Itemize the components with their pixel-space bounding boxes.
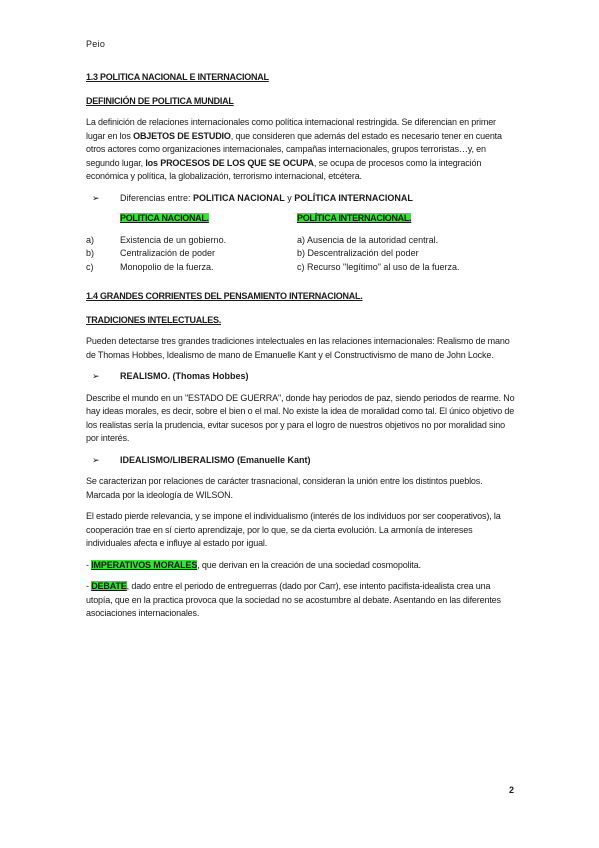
dash-text: - [86, 581, 92, 591]
column-title-internacional: POLÍTICA INTERNACIONAL. [297, 213, 412, 223]
paragraph-text: La definición de relaciones internacionales como política internacional restringida. Se diferencian en primer lugar en los [86, 117, 496, 141]
section-subtitle-definicion: DEFINICIÓN DE POLITICA MUNDIAL [86, 95, 234, 106]
idealismo-heading: IDEALISMO/LIBERALISMO (Emanuelle Kant) [120, 454, 311, 465]
bullet-idealismo [86, 454, 516, 468]
realismo-heading: REALISMO. (Thomas Hobbes) [120, 371, 249, 381]
comparison-headers [120, 212, 520, 226]
arrow-bullet-icon: ➢ [92, 371, 100, 381]
highlight-imperativos-morales: IMPERATIVOS MORALES [91, 559, 198, 570]
comparison-list [86, 234, 516, 275]
paragraph-definicion [86, 116, 516, 184]
paragraph-text: , que derivan en la creación de una sociedad cosmopolita. [197, 559, 421, 570]
paragraph-debate [86, 580, 516, 621]
row-right: c) Recurso "legítimo" al uso de la fuerza. [297, 261, 460, 272]
paragraph-text: , dado entre el periodo de entreguerras (dado por Carr), ese intento pacifista-idealista crea una utopía, que en la practica provoca que la sociedad no se acostumbre al debate. Asentando en las diferentes asociaciones internacionales. [86, 581, 501, 618]
bold-objetos-estudio: OBJETOS DE ESTUDIO [133, 130, 231, 141]
paragraph-realismo: Describe el mundo en un "ESTADO DE GUERRA", donde hay periodos de paz, siendo periodos de rearme. No hay ideas morales, es decir, sobre el bien o el mal. No existe la idea de moralidad como tal. El único objetivo de los realistas sería la prudencia, evitar sucesos por y para el logro de nuestros objetivos no por moralidad sino por interés. [86, 392, 515, 443]
paragraph-idealismo-1: Se caracterizan por relaciones de carácter trasnacional, consideran la unión entre los distintos pueblos. Marcada por la ideología de WILSON. [86, 476, 483, 500]
column-title-nacional: POLITICA NACIONAL. [120, 213, 209, 223]
bold-politica-internacional: POLÍTICA INTERNACIONAL [294, 192, 413, 203]
bullet-text: Diferencias entre: [120, 192, 194, 203]
paragraph-idealismo-2: El estado pierde relevancia, y se impone el individualismo (interés de los individuos por ser cooperativos), la cooperación trae en sí cierto aprendizaje, por lo que, se da cierta evolución. La armonía de intereses individuales afecta e influye al estado por igual. [86, 511, 501, 548]
comparison-row [86, 261, 516, 275]
bold-procesos: los PROCESOS DE LOS QUE SE OCUPA [145, 157, 314, 168]
bullet-diferencias [86, 192, 516, 206]
page-header-author: Peio [86, 39, 106, 49]
arrow-bullet-icon: ➢ [92, 454, 100, 465]
dash-text: - [86, 559, 92, 570]
row-left: Centralización de poder [120, 248, 216, 258]
row-right: b) Descentralización del poder [297, 248, 419, 258]
row-right: a) Ausencia de la autoridad central. [297, 234, 439, 245]
paragraph-text: , se ocupa de procesos como la integración económica y política, la globalización, terrorismo internacional, etcétera. [86, 157, 482, 181]
highlight-debate: DEBATE [91, 581, 127, 591]
row-marker: c) [86, 261, 94, 272]
section-subtitle-tradiciones: TRADICIONES INTELECTUALES. [86, 314, 222, 325]
section-title-corrientes: 1.4 GRANDES CORRIENTES DEL PENSAMIENTO INTERNACIONAL. [86, 291, 363, 301]
paragraph-text: , que consideren que además del estado es necesario tener en cuenta otros actores como organizaciones internacionales, campañas internacionales, grupos terroristas…y, en segundo lugar, [86, 130, 502, 168]
paragraph-intro-tradiciones: Pueden detectarse tres grandes tradiciones intelectuales en las relaciones internacionales: Realismo de mano de Thomas Hobbes, Idealismo de mano de Emanuelle Kant y el Constructivismo de mano de John Locke. [86, 336, 510, 360]
row-left: Monopolio de la fuerza. [120, 261, 214, 272]
arrow-bullet-icon: ➢ [92, 192, 100, 203]
row-left: Existencia de un gobierno. [120, 234, 227, 245]
bold-politica-nacional: POLITICA NACIONAL [193, 192, 285, 203]
bullet-text: y [284, 192, 295, 203]
section-title-politica: 1.3 POLITICA NACIONAL E INTERNACIONAL [86, 72, 269, 82]
page-content [86, 71, 516, 629]
row-marker: a) [86, 234, 95, 245]
paragraph-imperativos [86, 559, 516, 573]
comparison-row [86, 234, 516, 248]
comparison-row [86, 247, 516, 261]
page-number: 2 [509, 785, 515, 795]
row-marker: b) [86, 248, 95, 258]
bullet-realismo [86, 370, 516, 384]
